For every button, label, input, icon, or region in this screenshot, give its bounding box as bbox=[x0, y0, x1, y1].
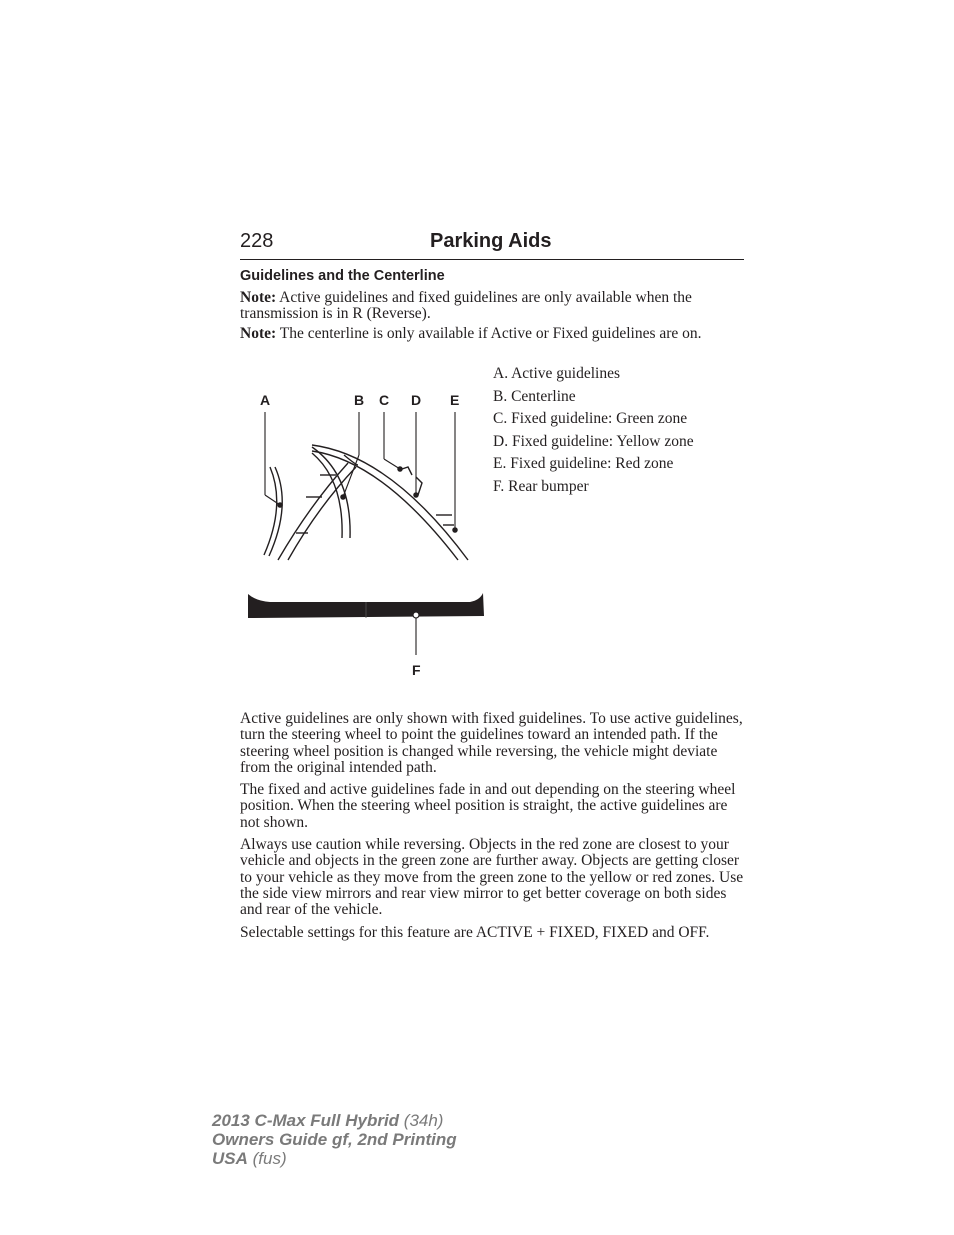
active-guideline-a bbox=[264, 467, 282, 556]
page-number: 228 bbox=[240, 230, 274, 252]
label-f: F bbox=[412, 662, 421, 678]
footer-guide: Owners Guide gf, 2nd Printing bbox=[212, 1130, 457, 1149]
body-paragraph: Always use caution while reversing. Objects in the red zone are closest to your vehicle and objects in the green zone are further away. Objects are getting closer to your vehicle as they move from the green zone to the yellow or red zones. Use the side view mirrors and rear view mirror to get better coverage on both sides and rear of the vehicle. bbox=[240, 836, 744, 919]
footer-region-code: (fus) bbox=[247, 1149, 287, 1168]
note-centerline bbox=[240, 326, 744, 342]
document-footer bbox=[212, 1111, 457, 1168]
page-header bbox=[240, 229, 744, 260]
legend-item-b: B. Centerline bbox=[493, 387, 576, 405]
legend-item-a: A. Active guidelines bbox=[493, 365, 620, 382]
figure-legend bbox=[493, 363, 694, 498]
note-text: The centerline is only available if Active or Fixed guidelines are on. bbox=[276, 325, 702, 342]
footer-line-1 bbox=[212, 1111, 457, 1130]
page-title: Parking Aids bbox=[430, 230, 552, 252]
active-guideline-left bbox=[278, 463, 356, 560]
note-transmission bbox=[240, 290, 744, 323]
footer-line-3 bbox=[212, 1149, 457, 1168]
body-paragraph: The fixed and active guidelines fade in and out depending on the steering wheel position. When the steering wheel position is straight, the active guidelines are not shown. bbox=[240, 781, 736, 831]
label-a: A bbox=[260, 392, 271, 408]
guidelines-diagram bbox=[240, 385, 490, 685]
bumper-callout-dot bbox=[413, 612, 419, 618]
footer-line-2 bbox=[212, 1130, 457, 1149]
legend-item-e: E. Fixed guideline: Red zone bbox=[493, 455, 674, 472]
note-label: Note: bbox=[240, 325, 277, 342]
label-d: D bbox=[411, 392, 422, 408]
body-paragraph: Selectable settings for this feature are ACTIVE + FIXED, FIXED and OFF. bbox=[240, 924, 710, 941]
legend-item-f: F. Rear bumper bbox=[493, 477, 589, 495]
legend-item-c: C. Fixed guideline: Green zone bbox=[493, 410, 688, 427]
footer-region: USA bbox=[212, 1149, 248, 1168]
note-text: Active guidelines and fixed guidelines are only available when the transmission is in R (Reverse). bbox=[240, 289, 692, 323]
section-heading: Guidelines and the Centerline bbox=[240, 268, 445, 284]
label-c: C bbox=[379, 392, 390, 408]
legend-item-d: D. Fixed guideline: Yellow zone bbox=[493, 432, 694, 450]
footer-model-code: (34h) bbox=[399, 1111, 444, 1130]
label-b: B bbox=[354, 392, 365, 408]
note-label: Note: bbox=[240, 289, 277, 306]
centerline-b bbox=[312, 447, 358, 538]
label-e: E bbox=[450, 392, 460, 408]
body-paragraph: Active guidelines are only shown with fixed guidelines. To use active guidelines, turn the steering wheel to point the guidelines toward an intended path. If the steering wheel position is changed while reversing, the vehicle might deviate from the original intended path. bbox=[240, 710, 743, 776]
footer-model: 2013 C-Max Full Hybrid bbox=[212, 1111, 400, 1130]
